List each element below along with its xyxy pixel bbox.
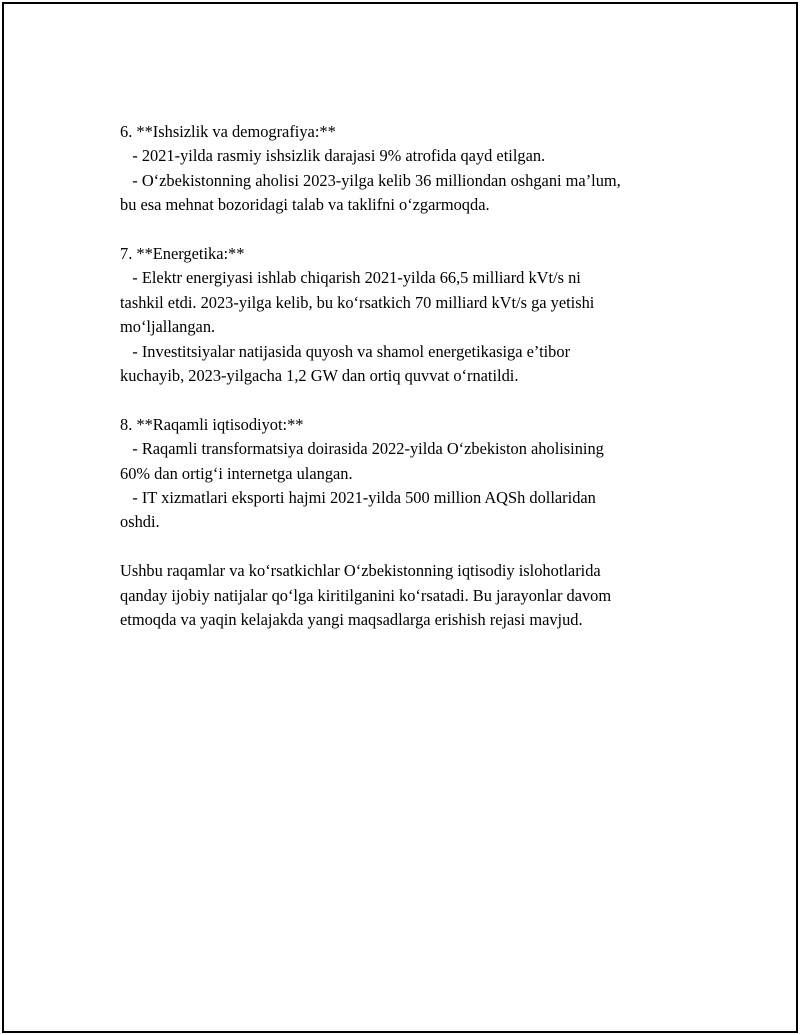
section-heading: 8. **Raqamli iqtisodiyot:**	[120, 414, 304, 434]
text-line: - 2021-yilda rasmiy ishsizlik darajasi 9% atrofida qayd etilgan.	[120, 146, 546, 166]
section-heading: 7. **Energetika:**	[120, 244, 245, 264]
text-line: - IT xizmatlari eksporti hajmi 2021-yilda 500 million AQSh dollaridan	[120, 488, 596, 508]
text-line: Ushbu raqamlar va ko‘rsatkichlar O‘zbekistonning iqtisodiy islohotlarida	[120, 561, 601, 581]
text-line: - Investitsiyalar natijasida quyosh va shamol energetikasiga e’tibor	[120, 341, 571, 361]
bullet-item	[120, 169, 700, 218]
text-line: - O‘zbekistonning aholisi 2023-yilga kelib 36 milliondan oshgani ma’lum,	[120, 170, 621, 190]
text-line: 60% dan ortig‘i internetga ulangan.	[120, 463, 353, 483]
bullet-item	[120, 437, 700, 486]
text-line: oshdi.	[120, 512, 160, 532]
document-page	[2, 2, 798, 1033]
bullet-item	[120, 144, 700, 168]
section-energy	[120, 242, 700, 388]
conclusion-paragraph	[120, 559, 700, 632]
text-line: mo‘ljallangan.	[120, 317, 216, 337]
section-heading: 6. **Ishsizlik va demografiya:**	[120, 122, 336, 141]
text-line: qanday ijobiy natijalar qo‘lga kiritilganini ko‘rsatadi. Bu jarayonlar davom	[120, 585, 612, 605]
text-line: etmoqda va yaqin kelajakda yangi maqsadlarga erishish rejasi mavjud.	[120, 610, 583, 630]
text-line: bu esa mehnat bozoridagi talab va taklifni o‘zgarmoqda.	[120, 195, 490, 215]
text-line: tashkil etdi. 2023-yilga kelib, bu ko‘rsatkich 70 milliard kVt/s ga yetishi	[120, 292, 595, 312]
section-digital-economy	[120, 413, 700, 535]
text-line: - Elektr energiyasi ishlab chiqarish 2021-yilda 66,5 milliard kVt/s ni	[120, 268, 581, 288]
bullet-item	[120, 266, 700, 339]
section-unemployment-demography	[120, 120, 700, 218]
text-line: kuchayib, 2023-yilgacha 1,2 GW dan ortiq quvvat o‘rnatildi.	[120, 366, 519, 386]
text-line: - Raqamli transformatsiya doirasida 2022-yilda O‘zbekiston aholisining	[120, 439, 604, 459]
bullet-item	[120, 340, 700, 389]
bullet-item	[120, 486, 700, 535]
document-body	[120, 120, 700, 657]
